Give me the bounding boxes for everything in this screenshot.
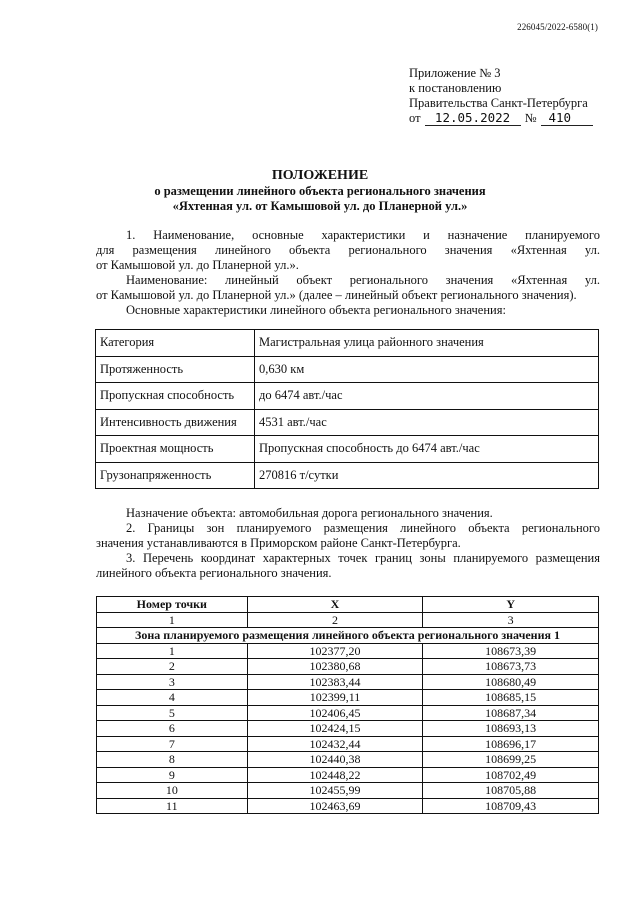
- y-coordinate: 108680,49: [423, 674, 599, 690]
- char-value: до 6474 авт./час: [255, 383, 599, 410]
- point-number: 8: [97, 752, 248, 768]
- table-row: [96, 356, 599, 383]
- decree-date: 12.05.2022: [425, 111, 521, 126]
- x-coordinate: 102440,38: [247, 752, 423, 768]
- y-coordinate: 108696,17: [423, 736, 599, 752]
- point-number: 4: [97, 690, 248, 706]
- s1-p1-line-2: для размещения линейного объекта регионального значения «Яхтенная ул.: [96, 243, 600, 257]
- coordinates-table: [96, 596, 599, 814]
- table-row: [96, 330, 599, 357]
- document-id: 226045/2022-6580(1): [517, 22, 598, 32]
- y-coordinate: 108673,39: [423, 643, 599, 659]
- column-number-row: [97, 612, 599, 628]
- x-coordinate: 102463,69: [247, 798, 423, 814]
- document-title: [0, 168, 640, 214]
- number-label: №: [524, 111, 537, 125]
- point-number: 6: [97, 721, 248, 737]
- col-number: 3: [423, 612, 599, 628]
- point-number: 9: [97, 767, 248, 783]
- x-coordinate: 102455,99: [247, 783, 423, 799]
- point-number: 3: [97, 674, 248, 690]
- x-coordinate: 102383,44: [247, 674, 423, 690]
- y-coordinate: 108699,25: [423, 752, 599, 768]
- s2-p2-line-2: значения устанавливаются в Приморском районе Санкт-Петербурга.: [96, 536, 461, 550]
- appendix-date-line: [409, 111, 593, 126]
- table-row: [97, 705, 599, 721]
- zone-title-row: [97, 628, 599, 644]
- char-key: Пропускная способность: [96, 383, 255, 410]
- char-value: 4531 авт./час: [255, 409, 599, 436]
- appendix-header: [409, 66, 593, 126]
- point-number: 5: [97, 705, 248, 721]
- point-number: 1: [97, 643, 248, 659]
- s1-p2-line-2: от Камышовой ул. до Планерной ул.» (далее – линейный объект регионального значения).: [96, 288, 577, 302]
- table-row: [96, 436, 599, 463]
- point-number: 2: [97, 659, 248, 675]
- char-key: Интенсивность движения: [96, 409, 255, 436]
- table-header-row: [97, 597, 599, 613]
- purpose-line: Назначение объекта: автомобильная дорога регионального значения.: [126, 506, 493, 520]
- col-number: 2: [247, 612, 423, 628]
- table-row: [97, 659, 599, 675]
- s1-p1-line-3: от Камышовой ул. до Планерной ул.».: [96, 258, 299, 272]
- char-value: Пропускная способность до 6474 авт./час: [255, 436, 599, 463]
- table-row: [97, 721, 599, 737]
- col-number: 1: [97, 612, 248, 628]
- y-coordinate: 108693,13: [423, 721, 599, 737]
- char-value: 270816 т/сутки: [255, 462, 599, 489]
- section-1-paragraph: [96, 228, 600, 318]
- table-row: [96, 383, 599, 410]
- char-key: Проектная мощность: [96, 436, 255, 463]
- table-row: [97, 736, 599, 752]
- y-coordinate: 108705,88: [423, 783, 599, 799]
- table-row: [97, 798, 599, 814]
- characteristics-table: [95, 329, 599, 489]
- s1-p3: Основные характеристики линейного объекта регионального значения:: [126, 303, 506, 317]
- col-header-point: Номер точки: [97, 597, 248, 613]
- col-header-x: X: [247, 597, 423, 613]
- title-heading: ПОЛОЖЕНИЕ: [271, 168, 369, 183]
- char-key: Протяженность: [96, 356, 255, 383]
- s1-p2-line-1: Наименование: линейный объект регионального значения «Яхтенная ул.: [126, 273, 600, 287]
- table-row: [97, 783, 599, 799]
- point-number: 7: [97, 736, 248, 752]
- x-coordinate: 102380,68: [247, 659, 423, 675]
- x-coordinate: 102399,11: [247, 690, 423, 706]
- x-coordinate: 102432,44: [247, 736, 423, 752]
- from-label: от: [409, 111, 421, 125]
- x-coordinate: 102424,15: [247, 721, 423, 737]
- y-coordinate: 108673,73: [423, 659, 599, 675]
- table-row: [97, 643, 599, 659]
- y-coordinate: 108685,15: [423, 690, 599, 706]
- section-2-paragraph: [96, 506, 600, 581]
- y-coordinate: 108709,43: [423, 798, 599, 814]
- col-header-y: Y: [423, 597, 599, 613]
- x-coordinate: 102377,20: [247, 643, 423, 659]
- decree-number: 410: [541, 111, 593, 126]
- point-number: 11: [97, 798, 248, 814]
- title-subtitle-1: о размещении линейного объекта регионального значения: [154, 184, 486, 198]
- x-coordinate: 102448,22: [247, 767, 423, 783]
- appendix-line-3: Правительства Санкт-Петербурга: [409, 96, 588, 110]
- char-key: Категория: [96, 330, 255, 357]
- zone-title: Зона планируемого размещения линейного объекта регионального значения 1: [97, 628, 599, 644]
- s2-p3-line-2: линейного объекта регионального значения.: [96, 566, 332, 580]
- appendix-line-2: к постановлению: [409, 81, 502, 95]
- char-value: 0,630 км: [255, 356, 599, 383]
- char-value: Магистральная улица районного значения: [255, 330, 599, 357]
- appendix-line-1: Приложение № 3: [409, 66, 501, 80]
- table-row: [97, 690, 599, 706]
- y-coordinate: 108702,49: [423, 767, 599, 783]
- char-key: Грузонапряженность: [96, 462, 255, 489]
- s2-p2-line-1: 2. Границы зон планируемого размещения линейного объекта регионального: [126, 521, 600, 535]
- table-row: [97, 767, 599, 783]
- table-row: [97, 752, 599, 768]
- point-number: 10: [97, 783, 248, 799]
- title-subtitle-2: «Яхтенная ул. от Камышовой ул. до Планерной ул.»: [172, 199, 468, 213]
- table-row: [96, 409, 599, 436]
- table-row: [96, 462, 599, 489]
- y-coordinate: 108687,34: [423, 705, 599, 721]
- table-row: [97, 674, 599, 690]
- s2-p3-line-1: 3. Перечень координат характерных точек границ зоны планируемого размещения: [126, 551, 600, 565]
- x-coordinate: 102406,45: [247, 705, 423, 721]
- s1-p1-line-1: 1. Наименование, основные характеристики и назначение планируемого: [126, 228, 600, 242]
